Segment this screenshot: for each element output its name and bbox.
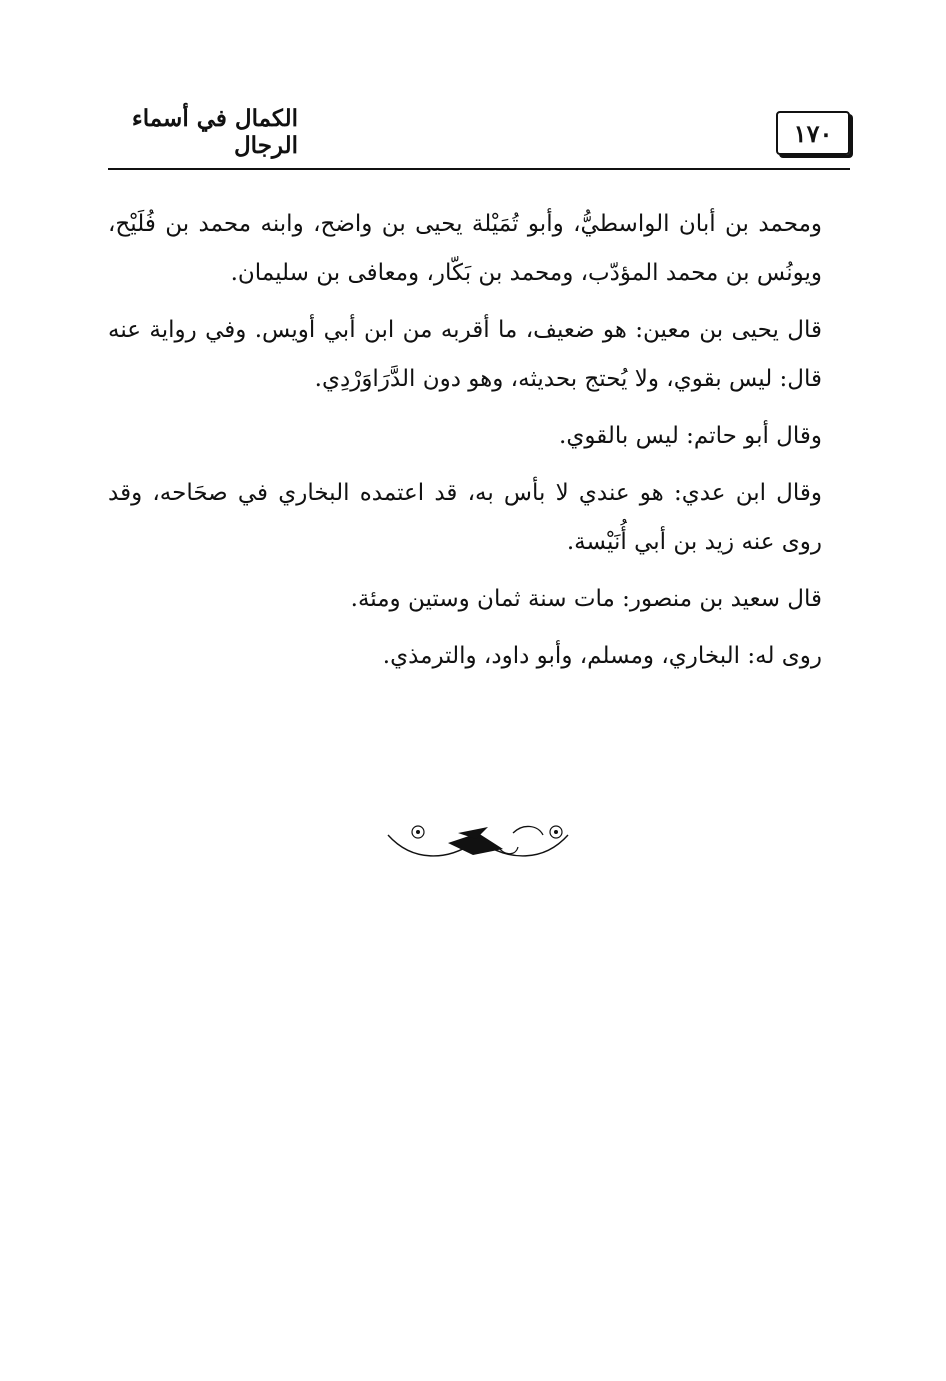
- paragraph-narrators-list: ومحمد بن أبان الواسطيُّ، وأبو تُمَيْلة يحيى بن واضح، وابنه محمد بن فُلَيْح، ويونُس بن محمد المؤدّب، ومحمد بن بَكّار، ومعافى بن سليمان.: [108, 211, 822, 286]
- end-ornament-icon: [378, 815, 578, 865]
- main-text: [108, 200, 850, 689]
- paragraph-ibn-adi: وقال ابن عدي: هو عندي لا بأس به، قد اعتمده البخاري في صحَاحه، وقد روى عنه زيد بن أبي أُنَيْسة.: [108, 480, 822, 555]
- page-header: [108, 105, 850, 170]
- paragraph-said-ibn-mansur: قال سعيد بن منصور: مات سنة ثمان وستين ومئة.: [350, 586, 822, 612]
- paragraph-narrated-by: روى له: البخاري، ومسلم، وأبو داود، والترمذي.: [382, 643, 822, 669]
- paragraph-yahya-ibn-main: قال يحيى بن معين: هو ضعيف، ما أقربه من ابن أبي أويس. وفي رواية عنه قال: ليس بقوي، ولا يُحتج بحديثه، وهو دون الدَّرَاوَرْدِي.: [108, 317, 822, 392]
- header-divider: [108, 168, 850, 170]
- paragraph-abu-hatim: وقال أبو حاتم: ليس بالقوي.: [559, 423, 822, 449]
- book-title: الكمال في أسماء الرجال: [131, 105, 298, 159]
- page-number: ١٧٠: [776, 111, 850, 155]
